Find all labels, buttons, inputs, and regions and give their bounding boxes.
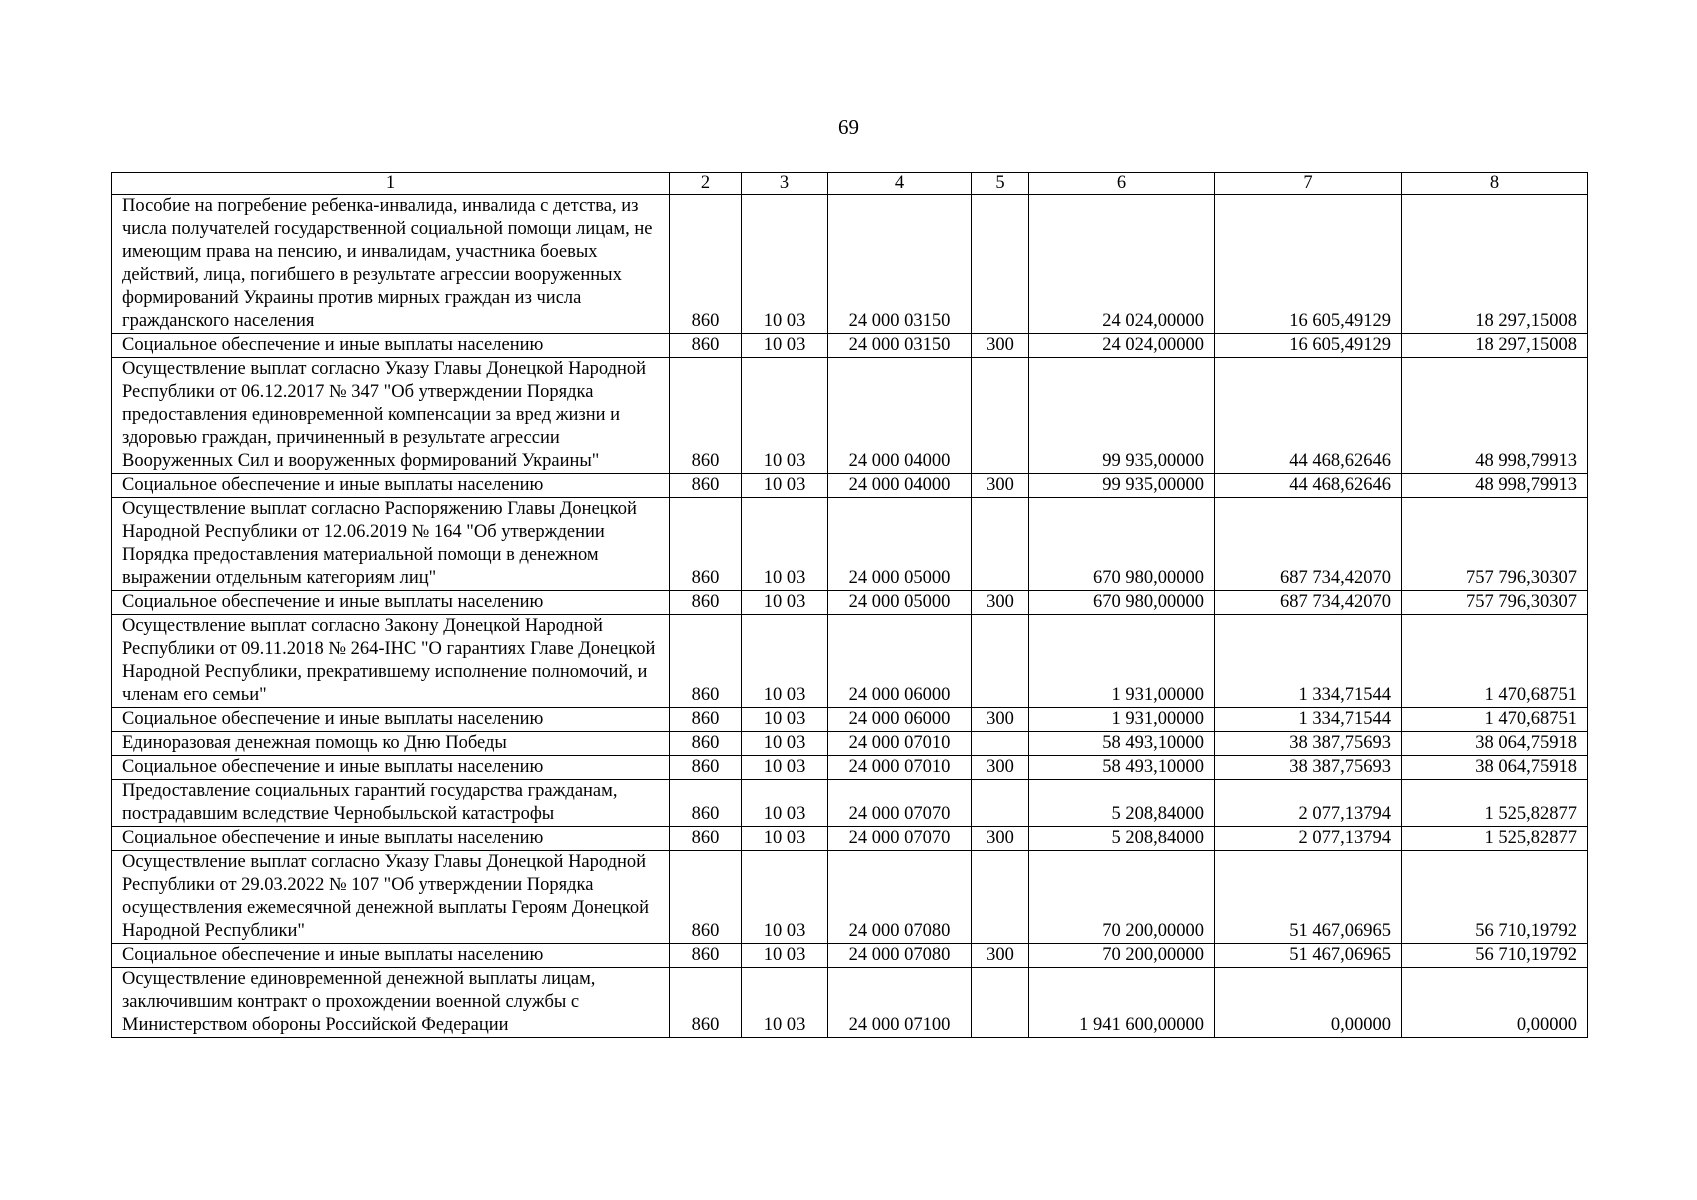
row-description: Социальное обеспечение и иные выплаты населению [112,827,670,851]
cell-section-code: 10 03 [742,827,828,851]
cell-ministry-code: 860 [670,708,742,732]
cell-target-item-code: 24 000 07070 [828,827,972,851]
cell-target-item-code: 24 000 04000 [828,358,972,474]
cell-section-code: 10 03 [742,334,828,358]
cell-amount-col8: 1 525,82877 [1402,780,1588,827]
cell-amount-col8: 38 064,75918 [1402,756,1588,780]
cell-amount-col7: 51 467,06965 [1215,944,1402,968]
cell-ministry-code: 860 [670,756,742,780]
cell-amount-col8: 1 470,68751 [1402,708,1588,732]
table-row [112,780,1588,827]
cell-expense-type-code [972,615,1029,708]
cell-amount-col6: 5 208,84000 [1029,780,1215,827]
table-row [112,732,1588,756]
cell-amount-col6: 1 941 600,00000 [1029,968,1215,1038]
page-number: 69 [838,115,859,139]
cell-target-item-code: 24 000 07010 [828,732,972,756]
cell-amount-col7: 38 387,75693 [1215,756,1402,780]
cell-amount-col8: 1 525,82877 [1402,827,1588,851]
cell-target-item-code: 24 000 07070 [828,780,972,827]
cell-amount-col7: 0,00000 [1215,968,1402,1038]
cell-amount-col8: 18 297,15008 [1402,334,1588,358]
row-description: Социальное обеспечение и иные выплаты населению [112,474,670,498]
cell-amount-col6: 1 931,00000 [1029,708,1215,732]
cell-amount-col8: 18 297,15008 [1402,195,1588,334]
cell-section-code: 10 03 [742,708,828,732]
table-row [112,708,1588,732]
header-cell-6: 6 [1029,173,1215,195]
cell-expense-type-code [972,851,1029,944]
cell-expense-type-code [972,358,1029,474]
cell-amount-col7: 38 387,75693 [1215,732,1402,756]
cell-section-code: 10 03 [742,944,828,968]
cell-amount-col7: 51 467,06965 [1215,851,1402,944]
table-row [112,615,1588,708]
cell-ministry-code: 860 [670,968,742,1038]
header-cell-1: 1 [112,173,670,195]
header-row [112,173,1588,195]
header-cell-2: 2 [670,173,742,195]
cell-amount-col8: 38 064,75918 [1402,732,1588,756]
cell-expense-type-code: 300 [972,708,1029,732]
table-row [112,591,1588,615]
row-description: Социальное обеспечение и иные выплаты населению [112,334,670,358]
budget-table [111,172,1588,1038]
row-description: Социальное обеспечение и иные выплаты населению [112,944,670,968]
header-cell-7: 7 [1215,173,1402,195]
cell-section-code: 10 03 [742,498,828,591]
cell-amount-col8: 0,00000 [1402,968,1588,1038]
cell-expense-type-code: 300 [972,827,1029,851]
cell-amount-col6: 58 493,10000 [1029,756,1215,780]
cell-amount-col6: 24 024,00000 [1029,195,1215,334]
cell-expense-type-code [972,968,1029,1038]
table-body [112,173,1588,1038]
cell-amount-col6: 70 200,00000 [1029,944,1215,968]
cell-expense-type-code: 300 [972,334,1029,358]
cell-ministry-code: 860 [670,615,742,708]
cell-target-item-code: 24 000 07080 [828,944,972,968]
table-row [112,195,1588,334]
cell-amount-col7: 16 605,49129 [1215,334,1402,358]
cell-amount-col8: 757 796,30307 [1402,591,1588,615]
cell-ministry-code: 860 [670,780,742,827]
cell-target-item-code: 24 000 06000 [828,615,972,708]
table-row [112,756,1588,780]
cell-section-code: 10 03 [742,195,828,334]
header-cell-4: 4 [828,173,972,195]
cell-expense-type-code [972,780,1029,827]
cell-ministry-code: 860 [670,827,742,851]
cell-amount-col6: 99 935,00000 [1029,358,1215,474]
cell-amount-col6: 58 493,10000 [1029,732,1215,756]
row-description: Осуществление выплат согласно Закону Донецкой Народной Республики от 09.11.2018 № 264-IНС "О гарантиях Главе Донецкой Народной Республики, прекратившему исполнение полномочий, и членам его семьи" [112,615,670,708]
cell-target-item-code: 24 000 03150 [828,334,972,358]
cell-amount-col6: 670 980,00000 [1029,498,1215,591]
header-cell-8: 8 [1402,173,1588,195]
cell-amount-col7: 16 605,49129 [1215,195,1402,334]
cell-amount-col8: 48 998,79913 [1402,474,1588,498]
cell-target-item-code: 24 000 04000 [828,474,972,498]
cell-section-code: 10 03 [742,968,828,1038]
row-description: Социальное обеспечение и иные выплаты населению [112,708,670,732]
row-description: Единоразовая денежная помощь ко Дню Победы [112,732,670,756]
cell-expense-type-code: 300 [972,756,1029,780]
cell-section-code: 10 03 [742,756,828,780]
cell-target-item-code: 24 000 07010 [828,756,972,780]
cell-ministry-code: 860 [670,851,742,944]
cell-target-item-code: 24 000 06000 [828,708,972,732]
cell-section-code: 10 03 [742,358,828,474]
cell-expense-type-code: 300 [972,591,1029,615]
cell-ministry-code: 860 [670,732,742,756]
cell-amount-col7: 2 077,13794 [1215,780,1402,827]
cell-amount-col6: 24 024,00000 [1029,334,1215,358]
cell-expense-type-code: 300 [972,944,1029,968]
cell-ministry-code: 860 [670,358,742,474]
cell-amount-col7: 1 334,71544 [1215,615,1402,708]
cell-amount-col6: 5 208,84000 [1029,827,1215,851]
cell-ministry-code: 860 [670,591,742,615]
cell-ministry-code: 860 [670,498,742,591]
cell-amount-col7: 44 468,62646 [1215,358,1402,474]
cell-amount-col6: 70 200,00000 [1029,851,1215,944]
table-row [112,334,1588,358]
row-description: Социальное обеспечение и иные выплаты населению [112,756,670,780]
cell-amount-col8: 56 710,19792 [1402,944,1588,968]
cell-section-code: 10 03 [742,615,828,708]
cell-amount-col8: 48 998,79913 [1402,358,1588,474]
cell-amount-col8: 757 796,30307 [1402,498,1588,591]
cell-ministry-code: 860 [670,334,742,358]
cell-amount-col7: 2 077,13794 [1215,827,1402,851]
table-row [112,944,1588,968]
cell-section-code: 10 03 [742,732,828,756]
row-description: Предоставление социальных гарантий государства гражданам, пострадавшим вследствие Чернобыльской катастрофы [112,780,670,827]
cell-amount-col6: 670 980,00000 [1029,591,1215,615]
cell-amount-col8: 1 470,68751 [1402,615,1588,708]
header-cell-5: 5 [972,173,1029,195]
header-cell-3: 3 [742,173,828,195]
table-row [112,968,1588,1038]
cell-section-code: 10 03 [742,591,828,615]
cell-target-item-code: 24 000 05000 [828,498,972,591]
cell-target-item-code: 24 000 07080 [828,851,972,944]
cell-section-code: 10 03 [742,851,828,944]
cell-amount-col7: 44 468,62646 [1215,474,1402,498]
row-description: Осуществление выплат согласно Указу Главы Донецкой Народной Республики от 06.12.2017 № 347 "Об утверждении Порядка предоставления единовременной компенсации за вред жизни и здоровью граждан, причиненный в результате агрессии Вооруженных Сил и вооруженных формирований Украины" [112,358,670,474]
row-description: Социальное обеспечение и иные выплаты населению [112,591,670,615]
row-description: Осуществление единовременной денежной выплаты лицам, заключившим контракт о прохождении военной службы с Министерством обороны Российской Федерации [112,968,670,1038]
cell-target-item-code: 24 000 03150 [828,195,972,334]
cell-expense-type-code [972,732,1029,756]
row-description: Осуществление выплат согласно Указу Главы Донецкой Народной Республики от 29.03.2022 № 107 "Об утверждении Порядка осуществления ежемесячной денежной выплаты Героям Донецкой Народной Республики" [112,851,670,944]
cell-target-item-code: 24 000 07100 [828,968,972,1038]
cell-ministry-code: 860 [670,944,742,968]
table-row [112,498,1588,591]
table-row [112,827,1588,851]
table-row [112,851,1588,944]
table-row [112,358,1588,474]
row-description: Осуществление выплат согласно Распоряжению Главы Донецкой Народной Республики от 12.06.2019 № 164 "Об утверждении Порядка предоставления материальной помощи в денежном выражении отдельным категориям лиц" [112,498,670,591]
cell-expense-type-code: 300 [972,474,1029,498]
cell-ministry-code: 860 [670,195,742,334]
cell-expense-type-code [972,498,1029,591]
cell-amount-col7: 687 734,42070 [1215,591,1402,615]
cell-amount-col7: 687 734,42070 [1215,498,1402,591]
cell-target-item-code: 24 000 05000 [828,591,972,615]
cell-amount-col7: 1 334,71544 [1215,708,1402,732]
table-row [112,474,1588,498]
cell-amount-col8: 56 710,19792 [1402,851,1588,944]
cell-expense-type-code [972,195,1029,334]
row-description: Пособие на погребение ребенка-инвалида, инвалида с детства, из числа получателей государственной социальной помощи лицам, не имеющим права на пенсию, и инвалидам, участника боевых действий, лица, погибшего в результате агрессии вооруженных формирований Украины против мирных граждан из числа гражданского населения [112,195,670,334]
cell-ministry-code: 860 [670,474,742,498]
cell-section-code: 10 03 [742,474,828,498]
cell-amount-col6: 99 935,00000 [1029,474,1215,498]
cell-section-code: 10 03 [742,780,828,827]
cell-amount-col6: 1 931,00000 [1029,615,1215,708]
